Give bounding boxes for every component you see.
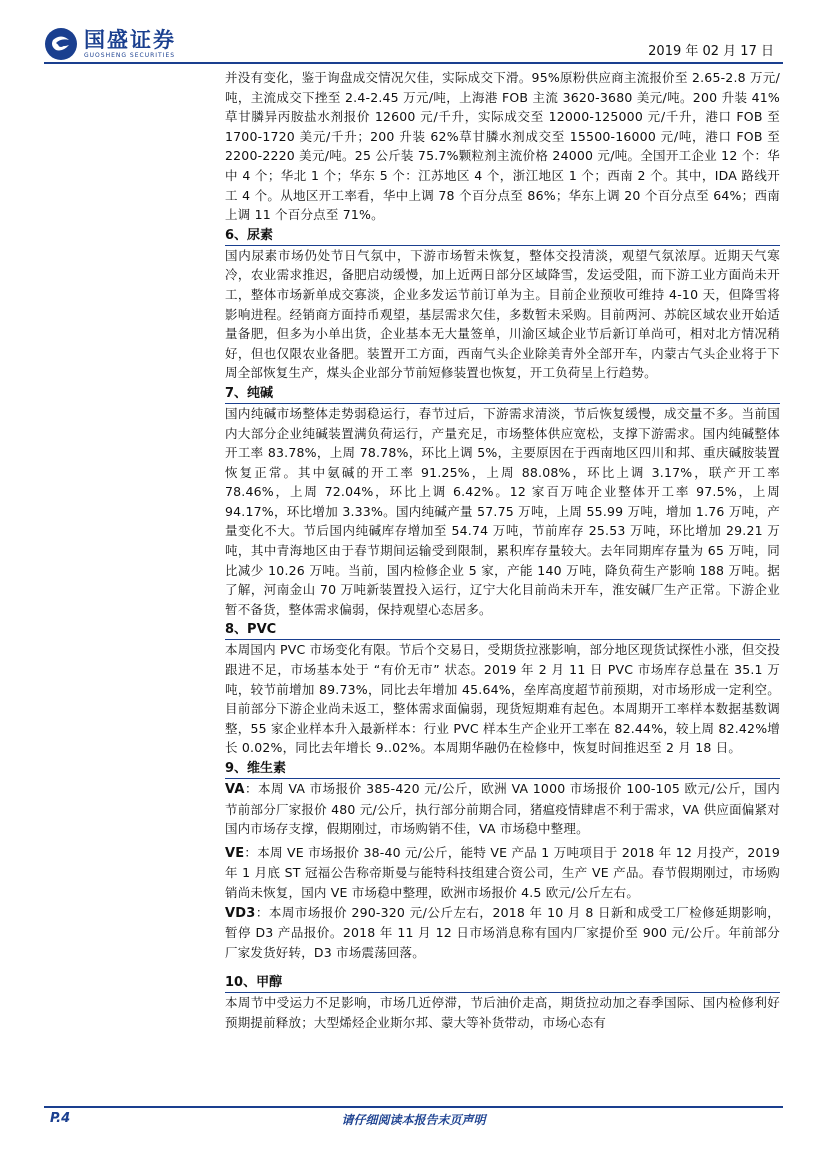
section-heading-vitamins: 9、维生素 [225,760,780,779]
page-number: P.4 [50,1111,71,1126]
vitamin-ve-text: ：本周 VE 市场报价 38-40 元/公斤，能特 VE 产品 1 万吨项目于 2018 年 12 月投产，2019 年 1 月底 ST 冠福公告称帝斯曼与能特科技组建合资公司，生产 VE 产品。春节假期刚过，市场购销尚未恢复，国内 VE 市场稳中整理，欧洲市场报价 4.5 欧元/公斤左右。 [225,844,780,900]
brand-logo-icon [44,27,78,61]
vitamin-vd3-text: ：本周市场报价 290-320 元/公斤左右，2018 年 10 月 8 日新和成受工厂检修延期影响，暂停 D3 产品报价。2018 年 11 月 12 日市场消息称有国内厂家提价至 900 元/公斤。年前部分厂家发货好转，D3 市场震荡回落。 [225,904,780,960]
section-heading-urea: 6、尿素 [225,227,780,246]
vitamin-vd3-label: VD3 [225,905,256,921]
vitamin-ve-paragraph [225,843,780,903]
footer-divider [44,1106,783,1108]
section-body-methanol: 本周节中受运力不足影响，市场几近停滞，节后油价走高，期货拉动加之春季国际、国内检修利好预期提前释放；大型烯烃企业斯尔邦、蒙大等补货带动，市场心态有 [225,995,780,1030]
brand-name: 国盛证券 [84,28,176,52]
footer-disclaimer: 请仔细阅读本报告末页声明 [341,1113,486,1127]
section-heading-methanol: 10、甲醇 [225,974,780,993]
vitamin-va-text: ：本周 VA 市场报价 385-420 元/公斤，欧洲 VA 1000 市场报价 100-105 欧元/公斤，国内节前部分厂家报价 480 元/公斤，执行部分前期合同，猪瘟疫情肆虐不利于需求，VA 供应面偏紧对国内市场存支撑，假期刚过，市场购销不佳，VA 市场稳中整理。 [225,781,780,837]
section-heading-soda-ash: 7、纯碱 [225,385,780,404]
vitamin-ve-label: VE [225,845,245,861]
report-body [225,68,780,1033]
section-heading-pvc: 8、PVC [225,621,780,640]
intro-paragraph: 并没有变化，鉴于询盘成交情况欠佳，实际成交下滑。95%原粉供应商主流报价至 2.65-2.8 万元/吨，主流成交下挫至 2.4-2.45 万元/吨，上海港 FOB 主流 3620-3680 美元/吨。200 升装 41%草甘膦异丙胺盐水剂报价 12600 元/千升，实际成交至 12000-125000 元/千升，港口 FOB 至 1700-1720 美元/千升；200 升装 62%草甘膦水剂成交至 15500-16000 元/吨，港口 FOB 至 2200-2220 美元/吨。25 公斤装 75.7%颗粒剂主流价格 24000 元/吨。全国开工企业 12 个：华中 4 个；华北 1 个；华东 5 个：江苏地区 4 个，浙江地区 1 个；西南 2 个。其中，IDA 路线开工 4 个。从地区开工率看，华中上调 78 个百分点至 86%；华东上调 20 个百分点至 64%；西南上调 11 个百分点至 71%。 [225,70,780,223]
vitamin-va-paragraph [225,779,780,839]
brand-name-en: GUOSHENG SECURITIES [84,52,176,59]
report-date: 2019 年 02 月 17 日 [648,44,774,59]
vitamin-va-label: VA [225,782,245,797]
section-body-soda-ash: 国内纯碱市场整体走势弱稳运行，春节过后，下游需求清淡，节后恢复缓慢，成交量不多。当前国内大部分企业纯碱装置满负荷运行，产量充足，市场整体供应宽松，支撑下游需求。国内纯碱整体开工率 83.78%，上周 78.78%，环比上调 5%，主要原因在于西南地区四川和邦、重庆碱胺装置恢复正常。其中氨碱的开工率 91.25%，上周 88.08%，环比上调 3.17%，联产开工率 78.46%，上周 72.04%，环比上调 6.42%。12 家百万吨企业整体开工率 97.5%，上周 94.17%，环比增加 3.33%。国内纯碱产量 57.75 万吨，上周 55.99 万吨，增加 1.76 万吨，产量变化不大。节后国内纯碱库存增加至 54.74 万吨，节前库存 25.53 万吨，环比增加 29.21 万吨，其中青海地区由于春节期间运输受到限制，累积库存量较大。去年同期库存量为 65 万吨，同比减少 10.26 万吨。当前，国内检修企业 5 家，产能 140 万吨，降负荷生产影响 188 万吨。据了解，河南金山 70 万吨新装置投入运行，辽宁大化目前尚未开车，淮安碱厂生产正常。下游企业暂不备货，整体需求偏弱，保持观望心态居多。 [225,405,780,617]
vitamin-vd3-paragraph [225,903,780,963]
section-body-pvc: 本周国内 PVC 市场变化有限。节后个交易日，受期货拉涨影响，部分地区现货试探性小涨，但交投跟进不足，市场基本处于 “有价无市” 状态。2019 年 2 月 11 日 PVC 市场库存总量在 35.1 万吨，较节前增加 89.73%，同比去年增加 45.64%，垒库高度超节前预期，对市场形成一定利空。目前部分下游企业尚未返工，整体需求面偏弱，现货短期难有起色。本周期开工率样本数据基数调整，55 家企业样本升入最新样本：行业 PVC 样本生产企业开工率在 82.44%，较上周 82.42%增长 0.02%，同比去年增长 9..02%。本周期华融仍在检修中，恢复时间推迟至 2 月 18 日。 [225,642,780,756]
section-body-urea: 国内尿素市场仍处节日气氛中，下游市场暂未恢复，整体交投清淡，观望气氛浓厚。近期天气寒冷，农业需求推迟，备肥启动缓慢，加上近两日部分区域降雪，发运受阻，而下游工业方面尚未开工，整体市场新单成交寡淡，企业多发运节前订单为主。目前企业预收可维持 4-10 天，但降雪将影响进程。经销商方面持币观望，基层需求欠佳，多数暂未采购。目前两河、苏皖区域农业开始适量备肥，但多为小单出货，企业基本无大量签单，川渝区域企业节后新订单尚可，相对北方情况稍好，但也仅限农业备肥。装置开工方面，西南气头企业除美青外全部开车，内蒙古气头企业将于下周全部恢复生产，煤头企业部分节前短修装置也恢复，开工负荷呈上行趋势。 [225,247,780,381]
brand-logo [44,24,176,64]
header-divider [44,62,783,64]
